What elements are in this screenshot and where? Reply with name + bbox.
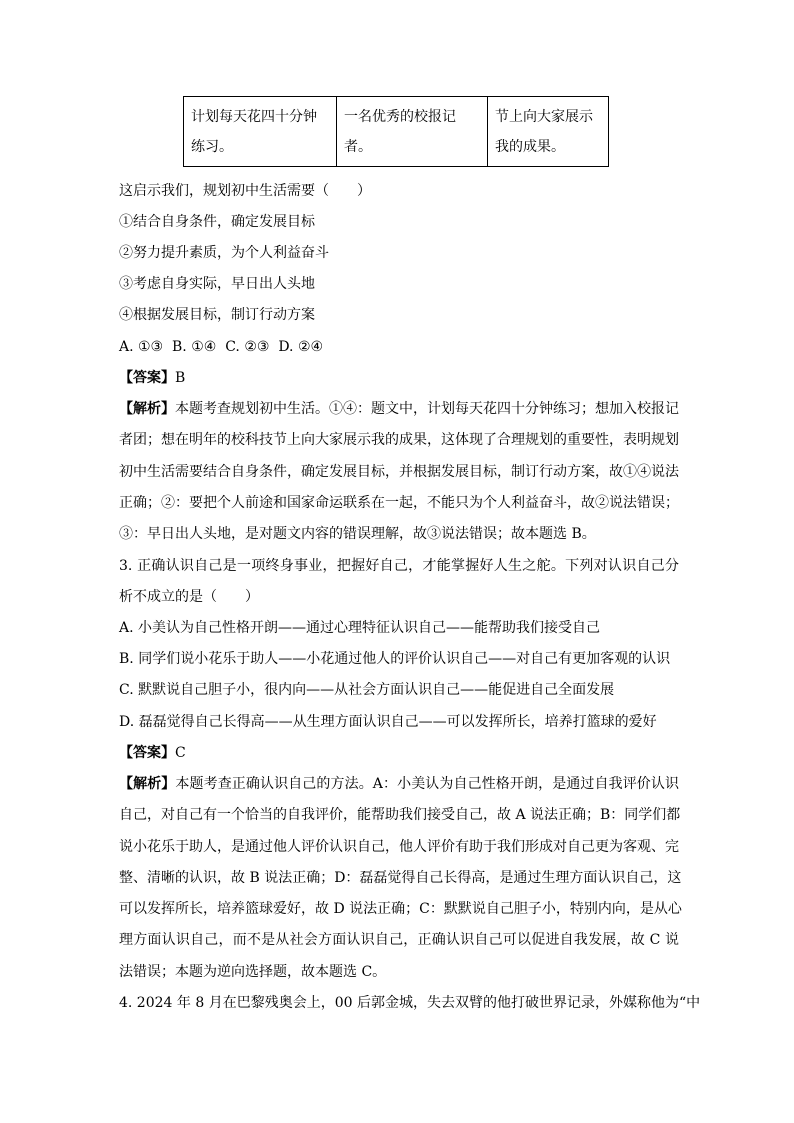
q3-stem-line: 3. 正确认识自己是一项终身事业，把握好自己，才能掌握好人生之舵。下列对认识自己分: [119, 558, 679, 574]
table-cell: 节上向大家展示 我的成果。: [488, 97, 609, 167]
q2-analysis-line: ③：早日出人头地，是对题文内容的错误理解，故③说法错误；故本题选 B。: [119, 526, 596, 542]
q4-stem-line: 4. 2024 年 8 月在巴黎残奥会上，00 后郭金城，失去双臂的他打破世界记录，外媒称他为“中: [119, 995, 701, 1011]
q2-statement-4: ④根据发展目标，制订行动方案: [119, 307, 315, 323]
q2-statement-3: ③考虑自身实际，早日出人头地: [119, 276, 315, 292]
answer-tag: 【答案】: [119, 370, 175, 386]
q2-answer: [119, 368, 679, 388]
q2-analysis-line: 者团；想在明年的校科技节上向大家展示我的成果，这体现了合理规划的重要性，表明规划: [119, 432, 679, 448]
q3-analysis-line: 自己，对自己有一个恰当的自我评价，能帮助我们接受自己，故 A 说法正确；B：同学们都: [119, 807, 681, 823]
q3-option-b: B. 同学们说小花乐于助人——小花通过他人的评价认识自己——对自己有更加客观的认识: [119, 651, 671, 667]
q3-analysis-line: 整、清晰的认识，故 B 说法正确；D：磊磊觉得自己长得高，是通过生理方面认识自己，这: [119, 870, 682, 886]
answer-value: B: [175, 370, 186, 386]
q3-analysis-line: [119, 774, 679, 794]
q2-statement-2: ②努力提升素质，为个人利益奋斗: [119, 245, 329, 261]
q3-option-d: D. 磊磊觉得自己长得高——从生理方面认识自己——可以发挥所长，培养打篮球的爱好: [119, 714, 657, 730]
q3-answer: [119, 743, 679, 763]
q3-analysis-line: 可以发挥所长，培养篮球爱好，故 D 说法正确；C：默默说自己胆子小，特别内向，是从心: [119, 901, 682, 917]
analysis-tag: 【解析】: [119, 776, 176, 792]
table-cell: 一名优秀的校报记者。: [337, 97, 488, 167]
q2-stem: 这启示我们，规划初中生活需要（ ）: [119, 183, 371, 199]
table-row: [184, 97, 609, 167]
q3-option-a: A. 小美认为自己性格开朗——通过心理特征认识自己——能帮助我们接受自己: [119, 620, 601, 636]
q3-option-c: C. 默默说自己胆子小，很内向——从社会方面认识自己——能促进自己全面发展: [119, 682, 615, 698]
answer-value: C: [175, 745, 186, 761]
plan-table: [183, 96, 609, 167]
table-cell: 计划每天花四十分钟 练习。: [184, 97, 337, 167]
q3-analysis-line: 理方面认识自己，而不是从社会方面认识自己，正确认识自己可以促进自我发展，故 C 说: [119, 932, 679, 948]
analysis-tag: 【解析】: [119, 401, 175, 417]
q3-stem-line: 析不成立的是（ ）: [119, 589, 259, 605]
q2-analysis-line: 初中生活需要结合自身条件，确定发展目标，并根据发展目标，制订行动方案，故①④说法: [119, 464, 679, 480]
q2-statement-1: ①结合自身条件，确定发展目标: [119, 214, 315, 230]
q3-analysis-line: 说小花乐于助人，是通过他人评价认识自己，他人评价有助于我们形成对自己更为客观、完: [119, 839, 679, 855]
q2-analysis-line: 正确；②：要把个人前途和国家命运联系在一起，不能只为个人利益奋斗，故②说法错误；: [119, 495, 679, 511]
answer-tag: 【答案】: [119, 745, 175, 761]
analysis-text: 本题考查规划初中生活。①④：题文中，计划每天花四十分钟练习；想加入校报记: [175, 401, 679, 417]
analysis-text: 本题考查正确认识自己的方法。A：小美认为自己性格开朗，是通过自我评价认识: [175, 776, 680, 792]
q2-analysis-line: [119, 399, 679, 419]
q2-choices: A. ①③ B. ①④ C. ②③ D. ②④: [119, 339, 324, 355]
q3-analysis-line: 法错误；本题为逆向选择题，故本题选 C。: [119, 964, 387, 980]
